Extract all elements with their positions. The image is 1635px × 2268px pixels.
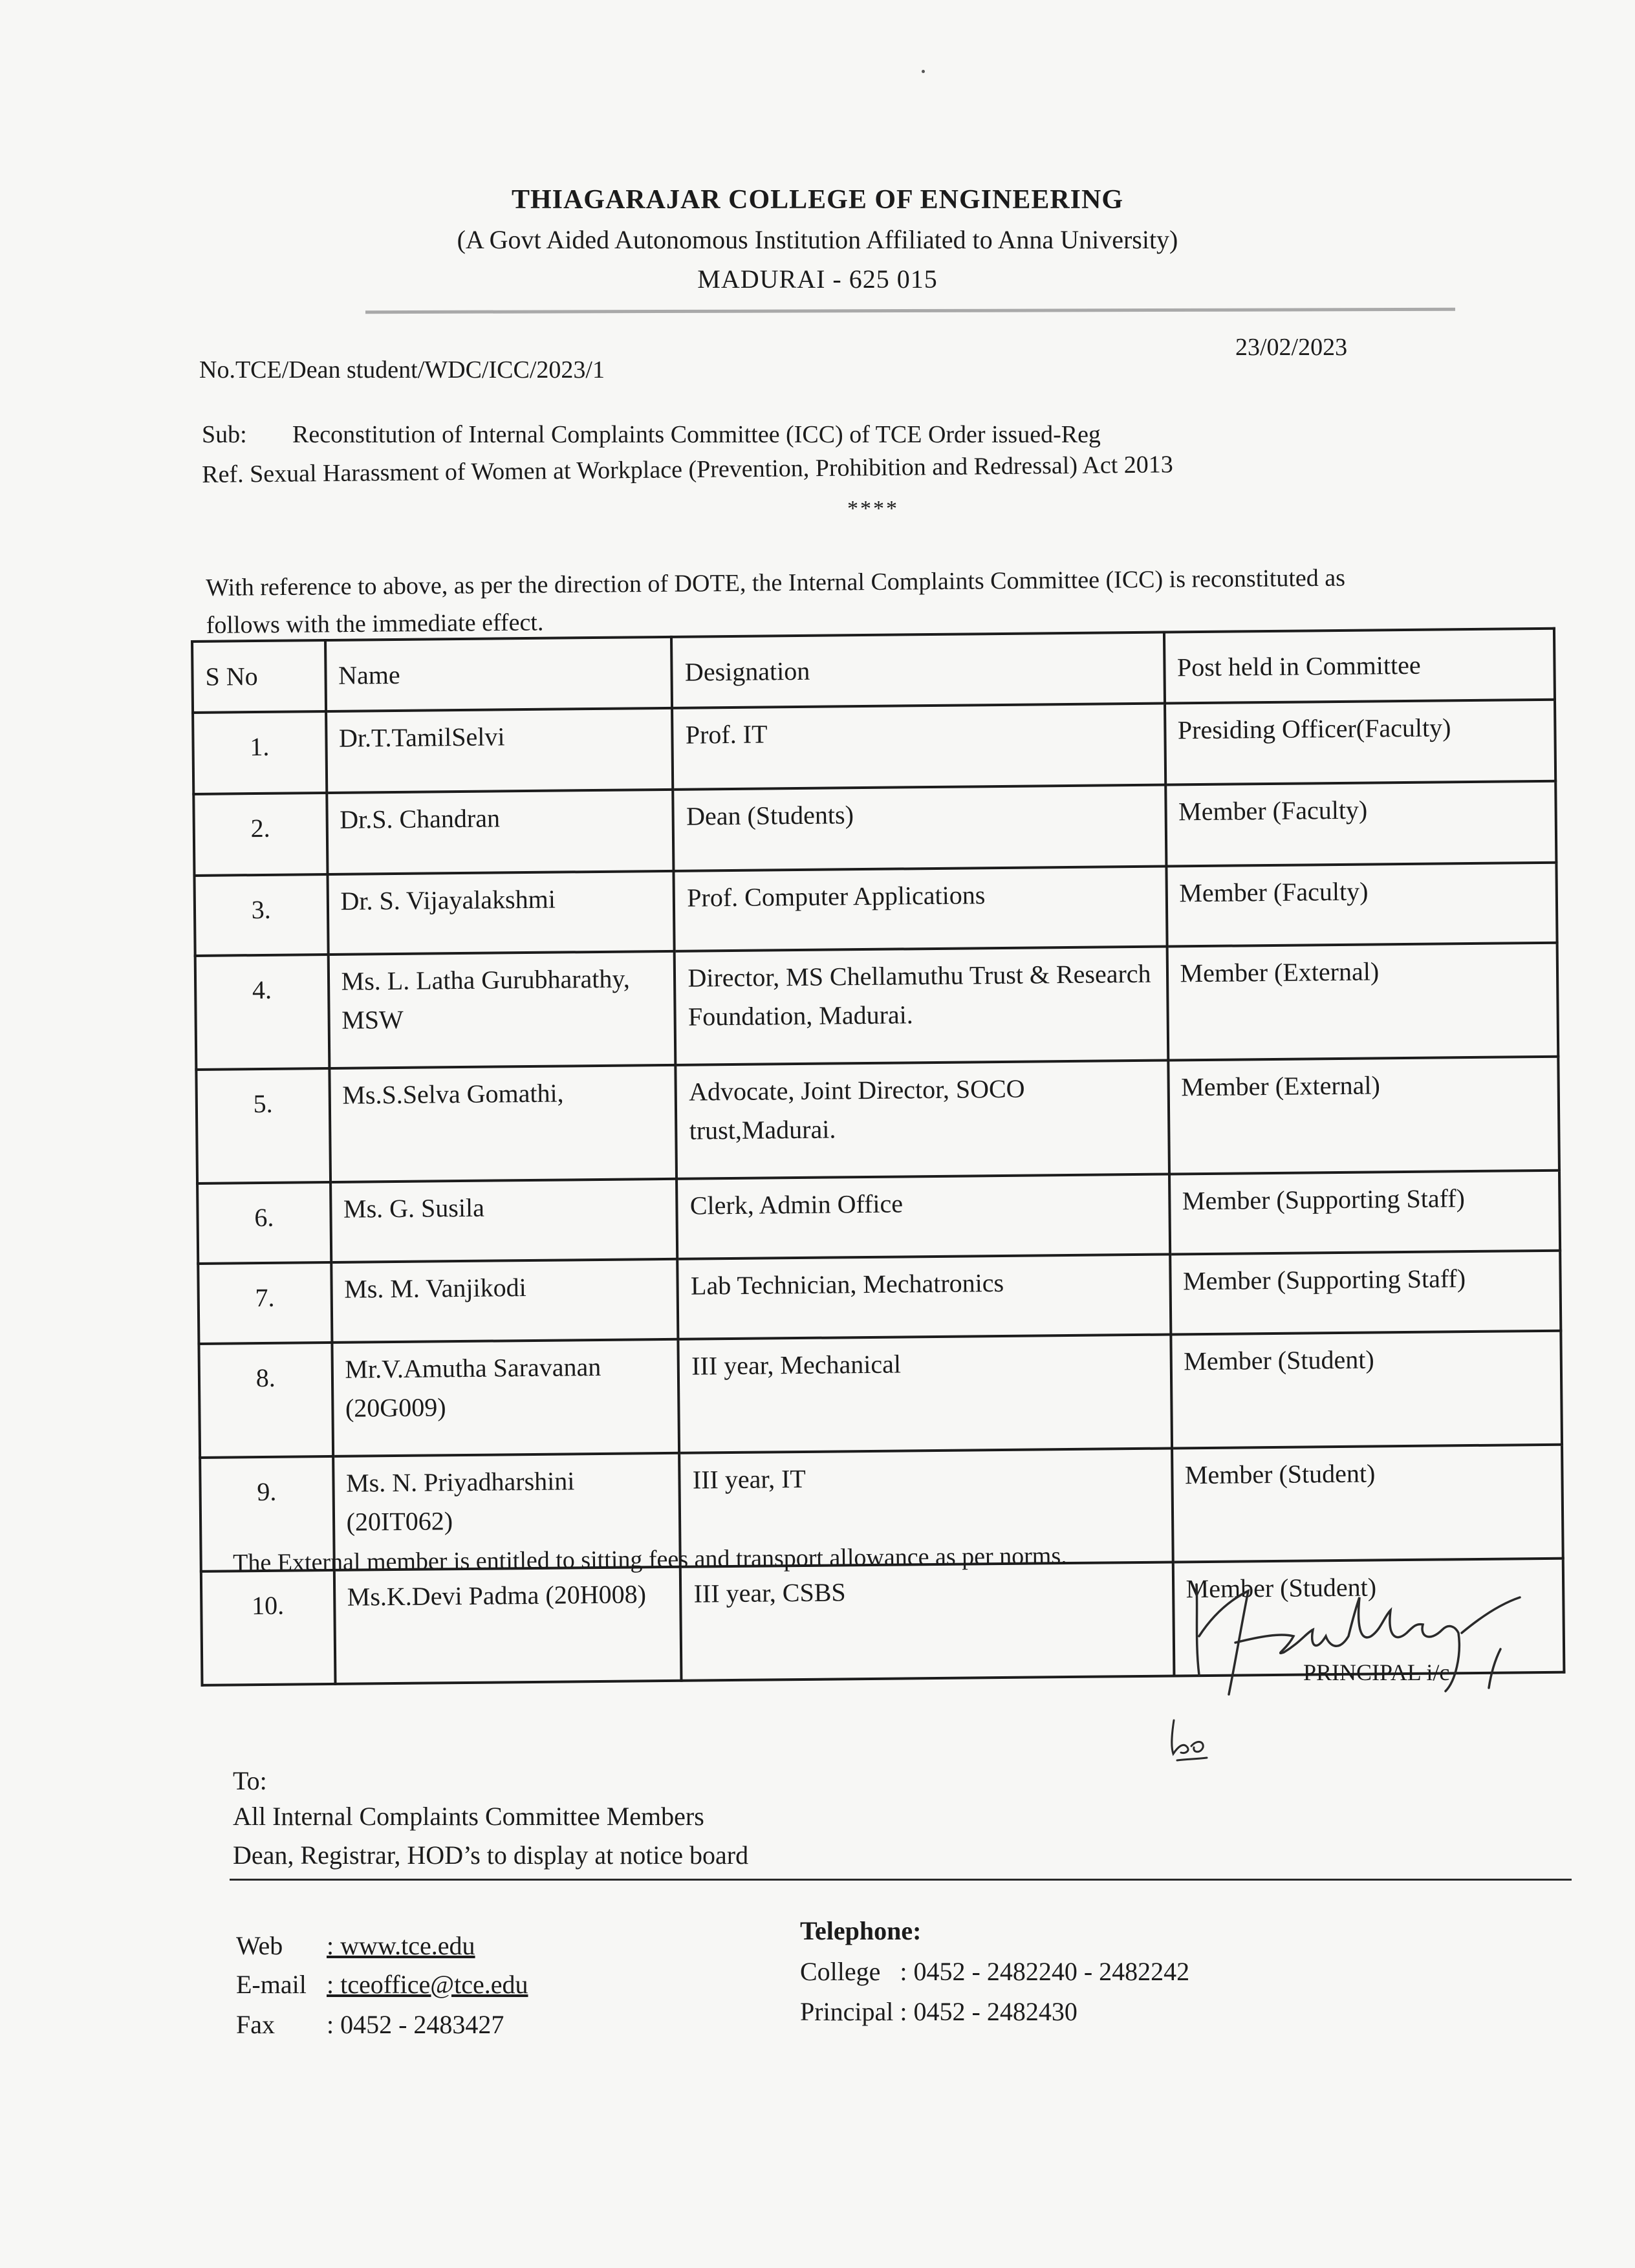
- table-row: [194, 863, 1557, 956]
- cell-post: Member (Supporting Staff): [1170, 1251, 1561, 1335]
- subject-text: Reconstitution of Internal Complaints Committee (ICC) of TCE Order issued-Reg: [292, 421, 1101, 448]
- separator-stars: ****: [847, 497, 899, 521]
- cell-designation: Prof. Computer Applications: [674, 867, 1167, 951]
- col-header-sno: S No: [192, 640, 326, 713]
- web-link[interactable]: : www.tce.edu: [327, 1931, 475, 1960]
- cell-sno: 2.: [193, 793, 327, 876]
- table-row: [198, 1251, 1561, 1344]
- contact-email: [236, 1969, 528, 2000]
- table-row: [197, 1171, 1560, 1264]
- fax-label: Fax: [236, 2010, 275, 2039]
- cell-name: Ms. G. Susila: [330, 1179, 678, 1262]
- col-header-name: Name: [325, 637, 673, 711]
- principal-designation: PRINCIPAL i/c: [1303, 1659, 1450, 1685]
- web-label: Web: [236, 1931, 283, 1960]
- table-header-row: [192, 629, 1555, 713]
- subject-line: [202, 420, 1101, 449]
- cell-sno: 8.: [199, 1343, 332, 1458]
- principal-phone: Principal : 0452 - 2482430: [800, 1997, 1077, 2026]
- institution-address: MADURAI - 625 015: [697, 265, 938, 294]
- committee-table-wrapper: [191, 627, 1565, 1687]
- scan-speck: [922, 70, 925, 73]
- col-header-designation: Designation: [671, 632, 1164, 708]
- cell-post: Member (External): [1167, 943, 1558, 1061]
- email-label: E-mail: [236, 1970, 307, 1999]
- cell-designation: Lab Technician, Mechatronics: [678, 1255, 1171, 1339]
- reference-act: Ref. Sexual Harassment of Women at Workplace (Prevention, Prohibition and Redressal) Act 2013: [202, 451, 1173, 488]
- cell-name: Dr. S. Vijayalakshmi: [327, 871, 675, 955]
- recipients-line-2: Dean, Registrar, HOD’s to display at notice board: [233, 1841, 749, 1870]
- contact-fax: [236, 2009, 504, 2040]
- table-row: [195, 943, 1559, 1070]
- document-date: 23/02/2023: [1235, 334, 1348, 361]
- cell-post: Member (Supporting Staff): [1169, 1171, 1561, 1255]
- intro-paragraph: With reference to above, as per the direction of DOTE, the Internal Complaints Committee (ICC) is reconstituted as follows with the immediate effect.: [206, 564, 1346, 639]
- cell-sno: 5.: [196, 1068, 330, 1183]
- cell-name: Ms. M. Vanjikodi: [331, 1259, 678, 1343]
- cell-name: Ms.K.Devi Padma (20H008): [334, 1567, 682, 1684]
- footer-divider: [230, 1879, 1572, 1881]
- college-phone: College : 0452 - 2482240 - 2482242: [800, 1957, 1190, 1986]
- cell-name: Ms.S.Selva Gomathi,: [329, 1065, 677, 1182]
- institution-title: THIAGARAJAR COLLEGE OF ENGINEERING: [511, 185, 1124, 215]
- committee-table: [191, 627, 1565, 1687]
- table-row: [199, 1331, 1562, 1458]
- recipients-line-1: All Internal Complaints Committee Members: [233, 1802, 704, 1831]
- cell-designation: Clerk, Admin Office: [677, 1174, 1169, 1259]
- external-member-note: The External member is entitled to sitting fees and transport allowance as per norms.: [233, 1542, 1067, 1577]
- cell-sno: 3.: [194, 874, 328, 956]
- cell-name: Dr.T.TamilSelvi: [326, 708, 673, 793]
- cell-designation: Advocate, Joint Director, SOCO trust,Madurai.: [676, 1061, 1169, 1179]
- institution-subtitle: (A Govt Aided Autonomous Institution Affiliated to Anna University): [457, 225, 1178, 254]
- cell-designation: Dean (Students): [673, 785, 1166, 871]
- recipients-label: To:: [233, 1766, 267, 1795]
- cell-sno: 6.: [197, 1182, 331, 1264]
- cell-post: Member (Faculty): [1166, 863, 1557, 947]
- cell-name: Ms. N. Priyadharshini (20IT062): [333, 1453, 681, 1570]
- contact-web: [236, 1930, 475, 1961]
- header-divider: [365, 308, 1455, 314]
- telephone-heading: Telephone:: [800, 1916, 922, 1945]
- cell-designation: III year, Mechanical: [678, 1335, 1172, 1453]
- cell-designation: III year, CSBS: [680, 1562, 1174, 1680]
- cell-designation: Director, MS Chellamuthu Trust & Research Foundation, Madurai.: [675, 947, 1168, 1065]
- cell-designation: Prof. IT: [672, 704, 1165, 790]
- cell-post: Member (External): [1168, 1057, 1559, 1174]
- cell-sno: 10.: [201, 1570, 335, 1685]
- cell-sno: 4.: [195, 955, 329, 1070]
- cell-designation: III year, IT: [680, 1448, 1173, 1566]
- cell-post: Member (Student): [1171, 1331, 1562, 1449]
- cell-name: Mr.V.Amutha Saravanan (20G009): [332, 1339, 680, 1456]
- cell-sno: 7.: [198, 1262, 332, 1344]
- cell-sno: 1.: [193, 711, 327, 794]
- table-row: [193, 700, 1555, 794]
- cell-sno: 9.: [200, 1456, 334, 1571]
- table-row: [196, 1057, 1559, 1183]
- reference-number: No.TCE/Dean student/WDC/ICC/2023/1: [199, 356, 605, 383]
- cell-post: Member (Student): [1172, 1445, 1563, 1562]
- table-row: [193, 781, 1556, 876]
- subject-label: Sub:: [202, 421, 247, 448]
- initials-mark: [1164, 1714, 1216, 1766]
- cell-name: Ms. L. Latha Gurubharathy, MSW: [328, 951, 676, 1068]
- cell-name: Dr.S. Chandran: [327, 790, 674, 874]
- fax-number: : 0452 - 2483427: [327, 2010, 504, 2039]
- cell-post: Presiding Officer(Faculty): [1165, 700, 1556, 785]
- cell-post: Member (Student): [1173, 1559, 1564, 1676]
- email-link[interactable]: : tceoffice@tce.edu: [327, 1970, 528, 1999]
- cell-post: Member (Faculty): [1165, 781, 1557, 867]
- col-header-post: Post held in Committee: [1164, 629, 1555, 704]
